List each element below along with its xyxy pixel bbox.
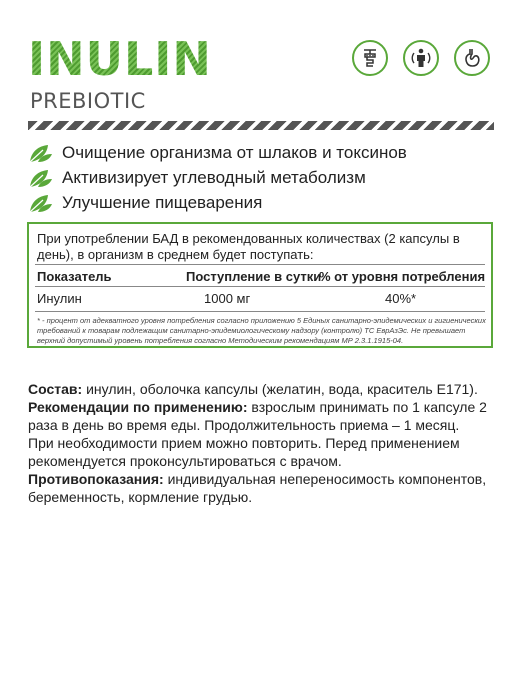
- table-cell-percent: 40%*: [385, 291, 417, 306]
- recommendations-text: взрослым принимать по 1 капсуле 2 раза в день во время еды. Продолжительность приема – 1 месяц.: [28, 399, 487, 433]
- contraindications-label: Противопоказания:: [28, 471, 164, 487]
- composition-label: Состав:: [28, 381, 83, 397]
- benefit-text: Активизирует углеводный метаболизм: [62, 167, 366, 187]
- table-divider: [35, 286, 485, 287]
- contraindications-text: индивидуальная непереносимость компонентов, беременность, кормление грудью.: [28, 471, 487, 505]
- composition-text: инулин, оболочка капсулы (желатин, вода, краситель Е171).: [82, 381, 478, 397]
- table-header-daily-intake: Поступление в сутки: [186, 269, 322, 284]
- feature-icons: [352, 40, 490, 76]
- contraindications-paragraph: [28, 470, 498, 506]
- composition-paragraph: [28, 380, 498, 398]
- body-figure-icon: [403, 40, 439, 76]
- stomach-icon: [454, 40, 490, 76]
- leaf-icon: [28, 192, 54, 214]
- table-header-percent: % от уровня потребления: [319, 269, 486, 284]
- nutrition-table: [27, 222, 493, 348]
- repeat-paragraph: При необходимости прием можно повторить. Перед применением рекомендуется проконсультироваться с врачом.: [28, 435, 460, 469]
- composition-section: [28, 380, 498, 506]
- table-intro: При употреблении БАД в рекомендованных количествах (2 капсулы в день), в организм в среднем будет поступать:: [37, 231, 460, 262]
- table-footnote: * - процент от адекватного уровня потребления согласно приложению 5 Единых санитарно-эпидемических и гигиенических требований к товарам подлежащим санитарно-эпидемиологическому надзору (контролю) ТС ЕврАзЭс. Не превышает верхний допустимый уровень потребления согласно Методическим рекомендациям МР 2.3.1.1915-04.: [37, 316, 486, 345]
- table-divider: [35, 264, 485, 265]
- benefit-text: Очищение организма от шлаков и токсинов: [62, 142, 407, 162]
- benefits-list: [28, 140, 407, 215]
- table-header-indicator: Показатель: [37, 269, 112, 284]
- benefit-text: Улучшение пищеварения: [62, 192, 263, 212]
- leaf-icon: [28, 142, 54, 164]
- digestive-system-icon: [352, 40, 388, 76]
- table-cell-indicator: Инулин: [37, 291, 82, 306]
- table-cell-daily-intake: 1000 мг: [204, 291, 251, 306]
- product-subtitle: PREBIOTIC: [30, 89, 146, 113]
- recommendations-label: Рекомендации по применению:: [28, 399, 248, 415]
- recommendations-paragraph: [28, 398, 498, 434]
- product-title: INULIN: [28, 32, 212, 86]
- benefit-item: [28, 165, 407, 190]
- decorative-stripe: [28, 121, 494, 130]
- table-divider: [35, 311, 485, 312]
- benefit-item: [28, 140, 407, 165]
- leaf-icon: [28, 167, 54, 189]
- benefit-item: [28, 190, 407, 215]
